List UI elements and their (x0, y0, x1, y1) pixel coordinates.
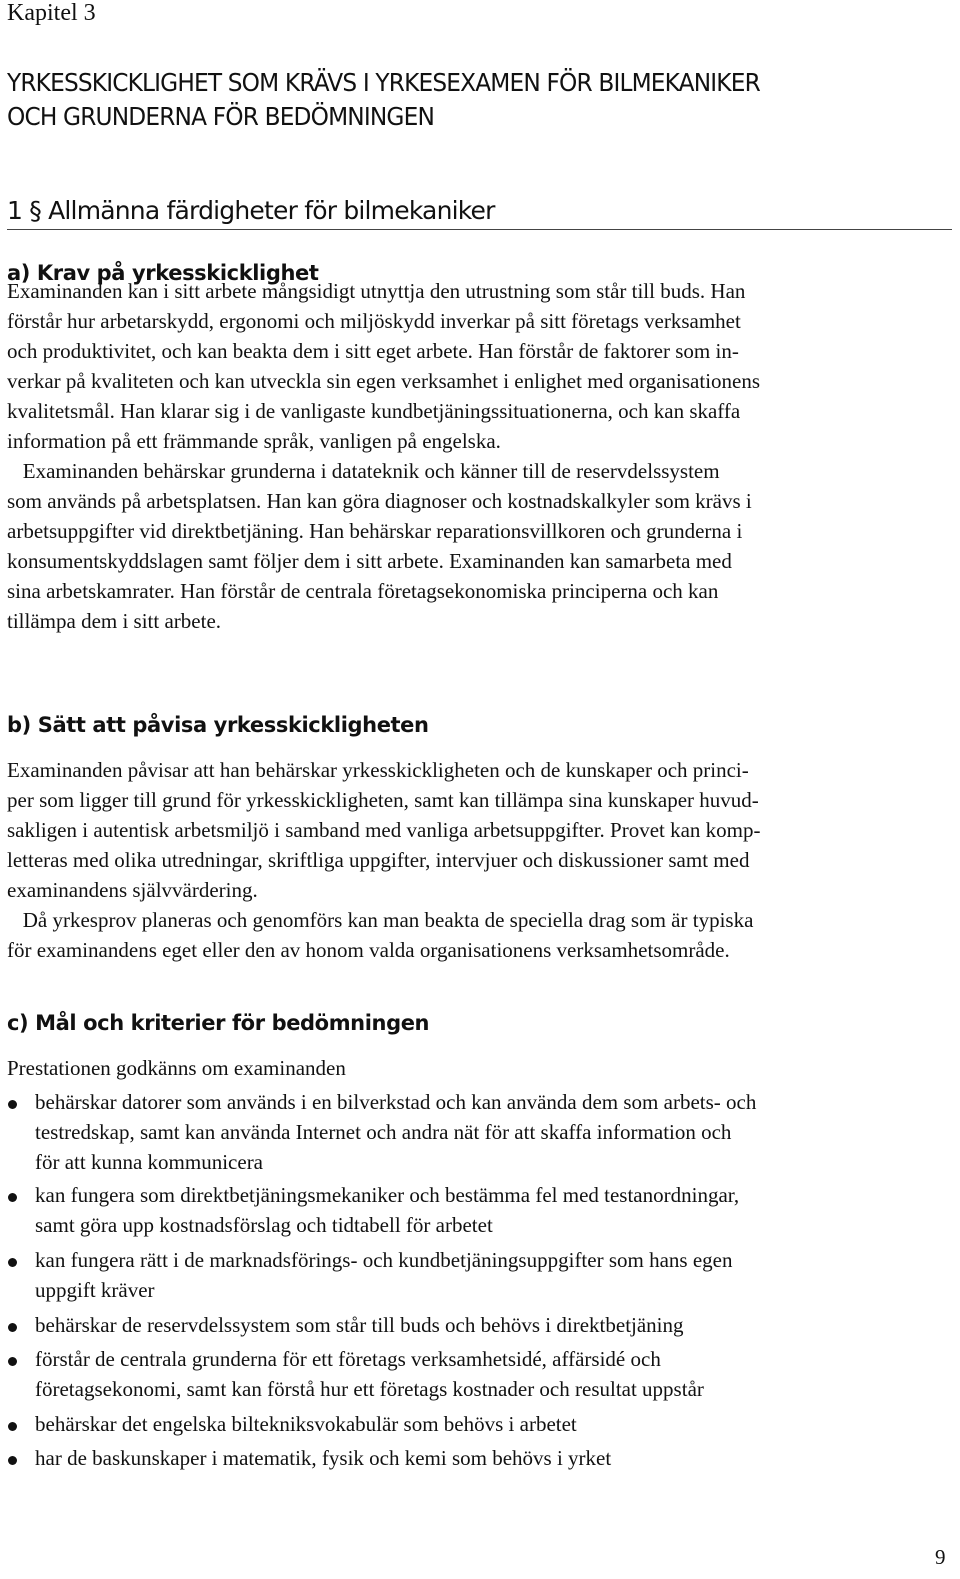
page-number: 9 (935, 1545, 946, 1569)
paragraph-line: verkar på kvaliteten och kan utveckla sin egen verksamhet i enlighet med organisationens (7, 369, 761, 393)
heading-mal: c) Mål och kriterier för bedömningen (7, 1011, 430, 1035)
paragraph-line: tillämpa dem i sitt arbete. (7, 609, 222, 633)
page-title-line-1: YRKESSKICKLIGHET SOM KRÄVS I YRKESEXAMEN FÖR BILMEKANIKER (7, 68, 760, 97)
paragraph-line: Examinanden kan i sitt arbete mångsidigt utnyttja den utrustning som står till buds. Han (7, 279, 746, 303)
bullet-icon (8, 1100, 17, 1109)
list-item-line: företagsekonomi, samt kan förstå hur ett företags kostnader och resultat uppstår (35, 1377, 704, 1401)
bullet-icon (8, 1323, 17, 1332)
heading-krav: a) Krav på yrkesskicklighet (7, 261, 319, 285)
paragraph-line: sakligen i autentisk arbetsmiljö i samband med vanliga arbetsuppgifter. Provet kan komp- (7, 818, 761, 842)
list-item-line: behärskar det engelska biltekniksvokabulär som behövs i arbetet (35, 1412, 577, 1436)
list-item-line: uppgift kräver (35, 1278, 155, 1302)
bullet-icon (8, 1456, 17, 1465)
bullet-icon (8, 1422, 17, 1431)
paragraph-line: examinandens självvärdering. (7, 878, 258, 902)
paragraph-line: förstår hur arbetarskydd, ergonomi och miljöskydd inverkar på sitt företags verksamhet (7, 309, 741, 333)
list-item-line: testredskap, samt kan använda Internet och andra nät för att skaffa information och (35, 1120, 732, 1144)
list-item-line: förstår de centrala grunderna för ett företags verksamhetsidé, affärsidé och (35, 1347, 661, 1371)
paragraph-line: information på ett främmande språk, vanligen på engelska. (7, 429, 501, 453)
paragraph-line: Då yrkesprov planeras och genomförs kan man beakta de speciella drag som är typiska (7, 908, 754, 932)
paragraph-line: per som ligger till grund för yrkesskickligheten, samt kan tillämpa sina kunskaper huvud- (7, 788, 759, 812)
list-item-line: behärskar de reservdelssystem som står till buds och behövs i direktbetjäning (35, 1313, 684, 1337)
paragraph-line: sina arbetskamrater. Han förstår de centrala företagsekonomiska principerna och kan (7, 579, 719, 603)
heading-satt: b) Sätt att påvisa yrkesskickligheten (7, 713, 429, 737)
paragraph-line: för examinandens eget eller den av honom valda organisationens verksamhetsområde. (7, 938, 730, 962)
page-title (7, 66, 886, 134)
bullet-icon (8, 1193, 17, 1202)
list-item-line: kan fungera rätt i de marknadsförings- och kundbetjäningsuppgifter som hans egen (35, 1248, 733, 1272)
criteria-intro: Prestationen godkänns om examinanden (7, 1056, 346, 1080)
paragraph-line: kvalitetsmål. Han klarar sig i de vanligaste kundbetjäningssituationerna, och kan skaffa (7, 399, 741, 423)
paragraph-line: arbetsuppgifter vid direktbetjäning. Han behärskar reparationsvillkoren och grunderna i (7, 519, 743, 543)
page-title-line-2: OCH GRUNDERNA FÖR BEDÖMNINGEN (7, 102, 435, 131)
bullet-icon (8, 1357, 17, 1366)
paragraph-line: konsumentskyddslagen samt följer dem i sitt arbete. Examinanden kan samarbeta med (7, 549, 732, 573)
paragraph-line: letteras med olika utredningar, skriftliga uppgifter, intervjuer och diskussioner samt med (7, 848, 750, 872)
list-item-line: samt göra upp kostnadsförslag och tidtabell för arbetet (35, 1213, 493, 1237)
section-title: 1 § Allmänna färdigheter för bilmekaniker (7, 196, 495, 225)
list-item-line: har de baskunskaper i matematik, fysik och kemi som behövs i yrket (35, 1446, 612, 1470)
chapter-label: Kapitel 3 (7, 0, 96, 26)
paragraph-line: och produktivitet, och kan beakta dem i sitt eget arbete. Han förstår de faktorer som in- (7, 339, 739, 363)
paragraph-line: som används på arbetsplatsen. Han kan göra diagnoser och kostnadskalkyler som krävs i (7, 489, 752, 513)
list-item-line: kan fungera som direktbetjäningsmekaniker och bestämma fel med testanordningar, (35, 1183, 740, 1207)
bullet-icon (8, 1258, 17, 1267)
list-item-line: behärskar datorer som används i en bilverkstad och kan använda dem som arbets- och (35, 1090, 757, 1114)
paragraph-line: Examinanden påvisar att han behärskar yrkesskickligheten och de kunskaper och princi- (7, 758, 749, 782)
paragraph-line: Examinanden behärskar grunderna i datateknik och känner till de reservdelssystem (7, 459, 720, 483)
list-item-line: för att kunna kommunicera (35, 1150, 264, 1174)
section-divider (7, 229, 952, 230)
